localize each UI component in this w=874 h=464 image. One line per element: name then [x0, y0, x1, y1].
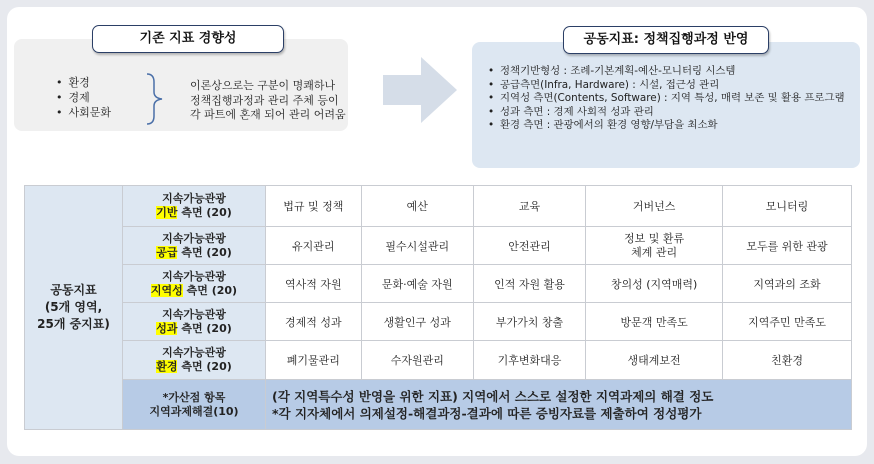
list-item: • 성과 측면 : 경제 사회적 성과 관리: [488, 106, 848, 120]
group-label: 25개 중지표): [37, 317, 110, 331]
right-arrow-icon: [383, 57, 457, 123]
bonus-header: [123, 380, 266, 430]
bonus-text-line: (각 지역특수성 반영을 위한 지표) 지역에서 스스로 설정한 지역과제의 해결 정도: [272, 388, 714, 404]
table-row: [25, 186, 852, 227]
row-header-line: 지속가능관광: [162, 192, 226, 205]
row-header: [123, 227, 266, 265]
table-cell: 모니터링: [723, 186, 852, 227]
table-cell: 친환경: [723, 341, 852, 380]
list-item: • 환경: [56, 75, 111, 90]
table-cell: 지역과의 조화: [723, 265, 852, 303]
list-item: • 경제: [56, 90, 111, 105]
table-cell: 경제적 성과: [266, 303, 362, 341]
table-cell: 생활인구 성과: [361, 303, 473, 341]
bonus-text-line: *각 지자체에서 의제설정-해결과정-결과에 따른 증빙자료를 제출하여 정성평가: [272, 405, 702, 421]
table-row: [25, 341, 852, 380]
table-cell: 생태계보전: [586, 341, 723, 380]
table-row: [25, 265, 852, 303]
existing-indicator-title: 기존 지표 경향성: [92, 25, 284, 53]
highlight-term: 지역성: [150, 283, 183, 297]
curly-brace-icon: [144, 72, 168, 126]
group-label: 공동지표: [50, 283, 97, 297]
table-row: [25, 227, 852, 265]
table-row: [25, 380, 852, 430]
table-cell: 인적 자원 활용: [473, 265, 585, 303]
table-cell: 문화·예술 자원: [361, 265, 473, 303]
row-header-line: [123, 284, 265, 298]
table-cell: 폐기물관리: [266, 341, 362, 380]
row-header-suffix: 측면 (20): [177, 245, 232, 259]
description-line: 각 파트에 혼재 되어 관리 어려움: [190, 108, 346, 121]
row-header-line: 지속가능관광: [162, 346, 226, 359]
list-item: • 환경 측면 : 관광에서의 환경 영향/부담을 최소화: [488, 119, 848, 133]
table-cell: 지역주민 만족도: [723, 303, 852, 341]
bonus-description: [266, 380, 852, 430]
existing-indicator-description: [190, 79, 346, 123]
table-cell: 유지관리: [266, 227, 362, 265]
table-cell: 법규 및 정책: [266, 186, 362, 227]
highlight-term: 공급: [156, 245, 178, 259]
row-header-line: 지속가능관광: [162, 269, 226, 283]
row-header-line: [123, 206, 265, 220]
table-cell: 필수시설관리: [361, 227, 473, 265]
table-cell: 창의성 (지역매력): [586, 265, 723, 303]
row-header-suffix: 측면 (20): [177, 360, 232, 373]
bonus-label: *가산점 항목: [162, 390, 226, 404]
table-cell: 기후변화대응: [473, 341, 585, 380]
table-cell: 역사적 자원: [266, 265, 362, 303]
table-cell: 정보 및 환류 체계 관리: [586, 227, 723, 265]
row-header-suffix: 측면 (20): [177, 321, 232, 335]
table-cell: 모두를 위한 관광: [723, 227, 852, 265]
row-header-line: [123, 360, 265, 374]
highlight-term: 환경: [156, 360, 178, 373]
table-cell: 수자원관리: [361, 341, 473, 380]
description-line: 이론상으로는 구분이 명쾌하나: [190, 79, 336, 92]
list-item: • 사회문화: [56, 105, 111, 120]
row-header: [123, 303, 266, 341]
row-header-line: [123, 246, 265, 260]
table-cell: 거버넌스: [586, 186, 723, 227]
row-header: [123, 186, 266, 227]
table-row: [25, 303, 852, 341]
highlight-term: 성과: [156, 321, 178, 335]
indicator-table: [24, 185, 852, 430]
description-line: 정책집행과정과 관리 주체 등이: [190, 93, 339, 107]
common-indicator-title: 공동지표: 정책집행과정 반영: [563, 26, 769, 54]
row-header-suffix: 측면 (20): [182, 283, 238, 297]
table-cell: 교육: [473, 186, 585, 227]
group-label-cell: [25, 186, 123, 430]
bonus-label: 지역과제해결(10): [149, 404, 239, 418]
row-header: [123, 265, 266, 303]
row-header-line: [123, 322, 265, 336]
list-item: • 공급측면(Infra, Hardware) : 시설, 접근성 관리: [488, 79, 848, 93]
table-cell: 부가가치 창출: [473, 303, 585, 341]
group-label: (5개 영역,: [44, 300, 103, 314]
list-item: • 지역성 측면(Contents, Software) : 지역 특성, 매력 보존 및 활용 프로그램: [488, 92, 848, 106]
existing-indicator-list: [56, 75, 111, 120]
row-header: [123, 341, 266, 380]
table-cell: 방문객 만족도: [586, 303, 723, 341]
list-item: • 정책기반형성 : 조례-기본계획-예산-모니터링 시스템: [488, 65, 848, 79]
common-indicator-list: [488, 65, 848, 133]
row-header-line: 지속가능관광: [162, 231, 226, 245]
row-header-suffix: 측면 (20): [177, 206, 232, 219]
table-cell: 안전관리: [473, 227, 585, 265]
row-header-line: 지속가능관광: [162, 307, 226, 321]
table-cell: 예산: [361, 186, 473, 227]
highlight-term: 기반: [156, 206, 178, 219]
